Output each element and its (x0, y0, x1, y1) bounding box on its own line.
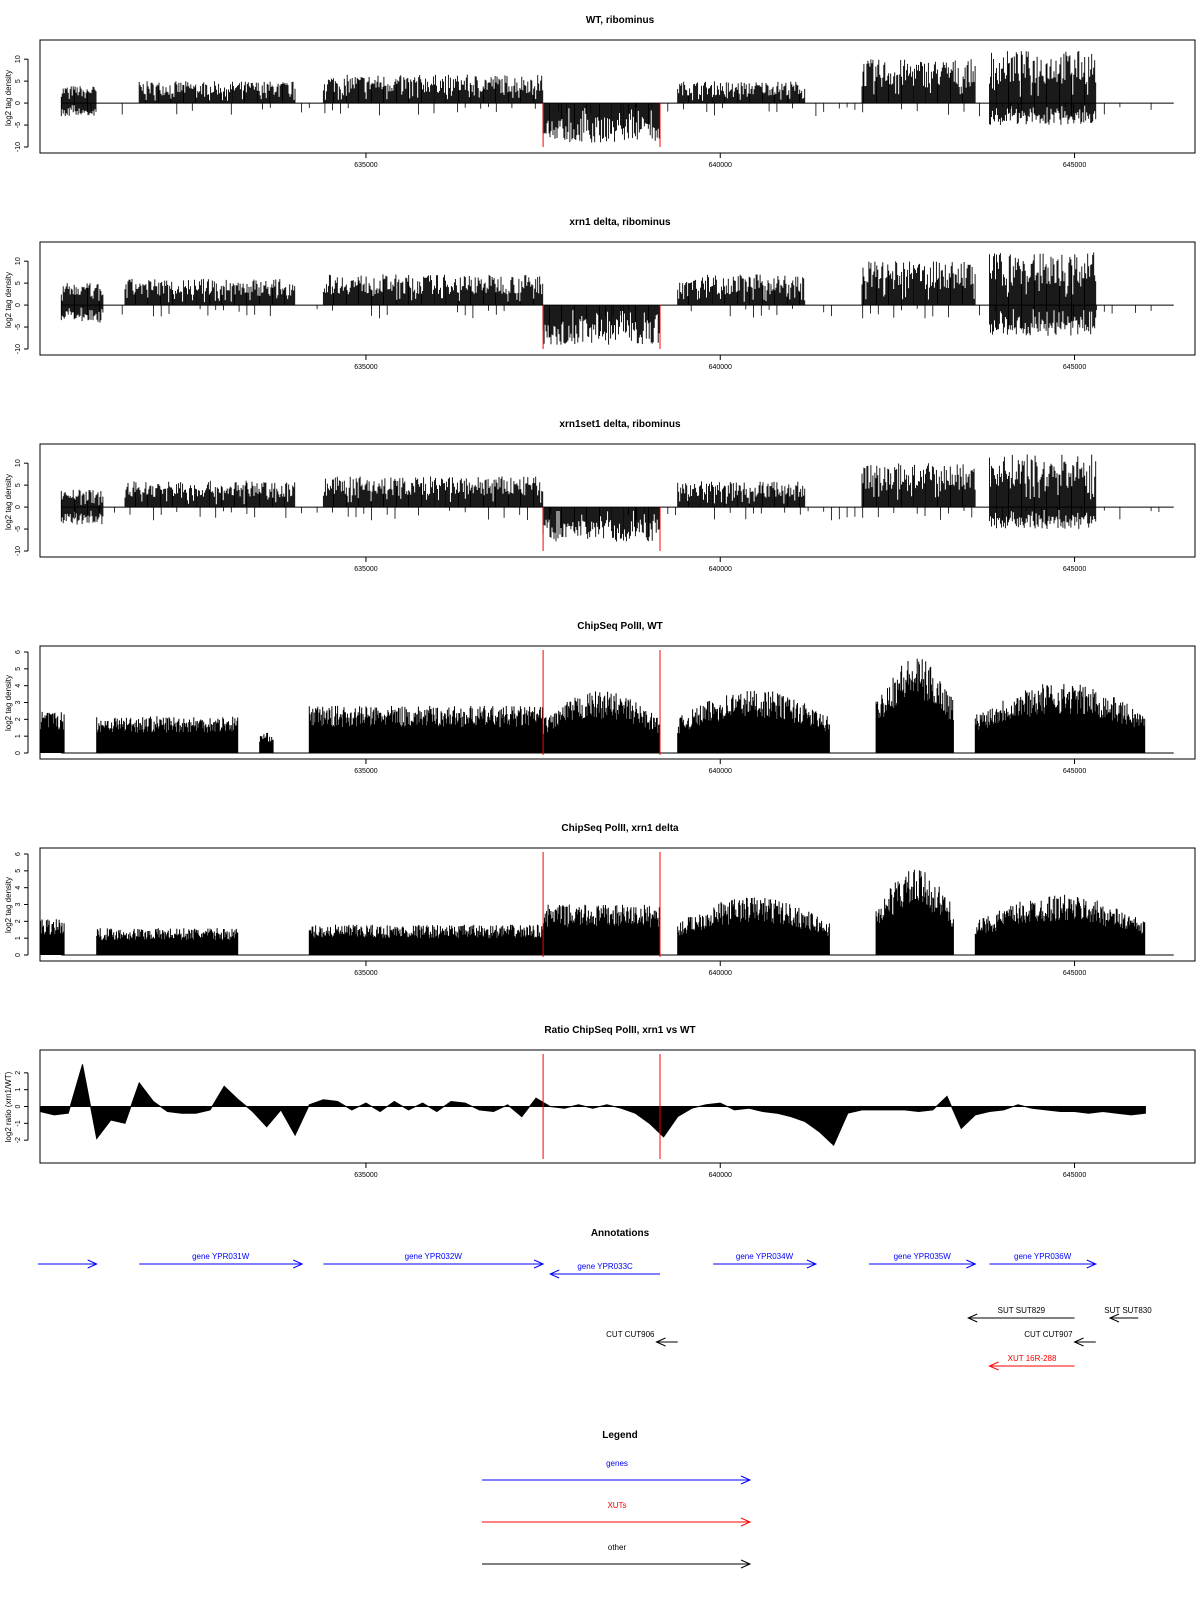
x-tick-label: 635000 (354, 566, 378, 573)
x-axis (354, 153, 1086, 169)
legend-title: Legend (602, 1430, 638, 1441)
minus-strand-signal (990, 507, 1096, 529)
feature-gene-ypr035w (869, 1252, 975, 1268)
feature-gene-ypr034w (713, 1252, 816, 1268)
polii-signal-region (309, 706, 542, 753)
feature-gene-ypr032w (323, 1252, 543, 1268)
y-tick-label: 10 (15, 257, 22, 266)
feature-cut-cut907 (1024, 1330, 1096, 1346)
track-panel-wt-ribominus (4, 15, 1195, 169)
y-axis-label: log2 ratio (xrn1/WT) (4, 1071, 13, 1143)
y-axis (15, 1071, 28, 1143)
track-panel-xrn1-ribominus (4, 217, 1195, 371)
track-panel-ratio (4, 1025, 1195, 1179)
polii-signal-region (876, 870, 953, 955)
x-tick-label: 640000 (708, 970, 732, 977)
feature-gene-ypr033c (550, 1262, 660, 1278)
polii-signal-region (543, 692, 659, 754)
x-axis (354, 557, 1086, 573)
y-tick-label: -5 (15, 121, 22, 129)
x-tick-label: 640000 (708, 1172, 732, 1179)
y-tick-label: -10 (15, 343, 22, 355)
polii-signal-region (260, 733, 273, 753)
minus-strand-signal (990, 305, 1096, 336)
y-axis-label: log2 tag density (4, 876, 13, 934)
plus-strand-signal (990, 51, 1096, 103)
x-tick-label: 640000 (708, 162, 732, 169)
plus-strand-signal (61, 283, 103, 305)
y-tick-label: 10 (15, 459, 22, 468)
ratio-area-fill (40, 1064, 1145, 1145)
y-tick-label: 5 (15, 79, 22, 84)
y-tick-label: 2 (15, 1070, 22, 1075)
track-panel-chipseq-wt (4, 621, 1195, 775)
feature-arrows (38, 1252, 1152, 1370)
panel-title: xrn1set1 delta, ribominus (559, 419, 681, 430)
y-tick-label: 0 (15, 1104, 22, 1109)
y-axis-label: log2 tag density (4, 473, 13, 531)
polii-signal-region (40, 712, 64, 753)
y-axis (15, 257, 28, 354)
y-tick-label: 2 (15, 717, 22, 722)
plus-strand-signal (125, 279, 295, 305)
plus-strand-signal (61, 490, 103, 507)
y-tick-label: 3 (15, 700, 22, 705)
minus-strand-signal (990, 103, 1096, 125)
y-tick-label: -10 (15, 141, 22, 153)
feature-label: XUT 16R-288 (1007, 1354, 1057, 1363)
x-axis (354, 961, 1086, 977)
x-tick-label: 635000 (354, 364, 378, 371)
y-tick-label: -5 (15, 525, 22, 533)
y-tick-label: 1 (15, 936, 22, 941)
x-tick-label: 640000 (708, 566, 732, 573)
y-tick-label: 10 (15, 55, 22, 64)
feature-label: gene YPR031W (192, 1252, 250, 1261)
feature-xut-16r-288 (990, 1354, 1075, 1370)
minus-strand-signal (61, 507, 103, 524)
signal-bars (61, 455, 1173, 542)
polii-signal-region (678, 898, 830, 956)
x-tick-label: 645000 (1062, 566, 1087, 573)
y-tick-label: 5 (15, 281, 22, 286)
plus-strand-signal (139, 81, 295, 103)
y-tick-label: 6 (15, 852, 22, 856)
x-axis (354, 355, 1086, 371)
track-panel-chipseq-xrn1 (4, 823, 1195, 977)
plus-strand-signal (862, 261, 975, 305)
panel-title: WT, ribominus (585, 15, 655, 26)
polii-signal-region (309, 925, 542, 955)
legend-items (482, 1459, 750, 1568)
y-tick-label: 0 (15, 751, 22, 755)
y-tick-label: 1 (15, 1087, 22, 1092)
y-tick-label: 5 (15, 666, 22, 671)
feature-label: gene YPR036W (1014, 1252, 1072, 1261)
x-tick-label: 635000 (354, 768, 378, 775)
plus-strand-signal (990, 253, 1096, 306)
plus-strand-signal (678, 81, 805, 103)
legend-label: other (607, 1543, 627, 1552)
x-tick-label: 645000 (1062, 768, 1087, 775)
polii-signal-region (678, 691, 830, 753)
x-tick-label: 635000 (354, 162, 378, 169)
plus-strand-signal (61, 86, 96, 103)
minus-strand-signal (61, 305, 103, 323)
y-tick-label: 5 (15, 868, 22, 873)
minus-strand-signal (543, 103, 659, 142)
plus-strand-signal (678, 274, 805, 305)
y-axis-label: log2 tag density (4, 69, 13, 127)
signal-bars (40, 659, 1174, 753)
y-tick-label: 6 (15, 650, 22, 654)
x-tick-label: 635000 (354, 1172, 378, 1179)
legend-label: genes (606, 1459, 628, 1468)
plus-strand-signal (323, 477, 542, 508)
track-panel-xrn1set1-ribominus (4, 419, 1195, 573)
polii-signal-region (97, 716, 238, 753)
legend-label: XUTs (607, 1501, 627, 1510)
y-tick-label: -1 (15, 1120, 22, 1127)
x-axis (354, 1163, 1086, 1179)
y-axis (15, 459, 28, 556)
y-tick-label: -5 (15, 323, 22, 331)
panel-title: ChipSeq PolII, WT (577, 621, 663, 632)
feature-unnamed-gene (38, 1260, 97, 1268)
y-axis-label: log2 tag density (4, 271, 13, 329)
y-tick-label: -10 (15, 545, 22, 557)
feature-label: gene YPR033C (577, 1262, 633, 1271)
y-tick-label: 4 (15, 885, 22, 890)
polii-signal-region (40, 919, 64, 955)
feature-gene-ypr031w (139, 1252, 302, 1268)
plus-strand-signal (678, 481, 805, 507)
y-tick-label: 2 (15, 919, 22, 924)
y-tick-label: -2 (15, 1137, 22, 1144)
x-tick-label: 640000 (708, 364, 732, 371)
minus-strand-signal (543, 305, 659, 345)
signal-bars (40, 870, 1174, 955)
polii-signal-region (876, 659, 953, 753)
y-tick-label: 5 (15, 483, 22, 488)
legend-item-genes (482, 1459, 750, 1484)
feature-label: gene YPR035W (893, 1252, 951, 1261)
plus-strand-signal (125, 481, 295, 507)
signal-bars (61, 253, 1173, 345)
feature-label: CUT CUT906 (606, 1330, 655, 1339)
polii-signal-region (97, 928, 238, 955)
polii-signal-region (975, 895, 1144, 955)
plus-strand-signal (862, 59, 975, 103)
y-tick-label: 3 (15, 902, 22, 907)
x-axis (354, 759, 1086, 775)
feature-sut-sut830 (1104, 1306, 1152, 1322)
plus-strand-signal (323, 75, 542, 104)
x-tick-label: 645000 (1062, 364, 1087, 371)
plus-strand-signal (862, 463, 975, 507)
feature-label: gene YPR034W (735, 1252, 794, 1261)
x-tick-label: 635000 (354, 970, 378, 977)
x-tick-label: 645000 (1062, 970, 1087, 977)
y-axis-label: log2 tag density (4, 674, 13, 732)
x-tick-label: 645000 (1062, 162, 1087, 169)
signal-bars (61, 51, 1173, 143)
polii-signal-region (543, 905, 659, 955)
y-axis (15, 55, 28, 152)
panel-title: Ratio ChipSeq PolII, xrn1 vs WT (544, 1025, 696, 1036)
ratio-area (40, 1064, 1145, 1145)
annotations-title: Annotations (590, 1228, 650, 1239)
legend-item-xuts (482, 1501, 750, 1526)
legend-item-other (482, 1543, 750, 1568)
x-tick-label: 640000 (708, 768, 732, 775)
plus-strand-signal (323, 274, 542, 305)
feature-label: SUT SUT830 (1104, 1306, 1152, 1315)
y-axis (15, 852, 28, 957)
annotations-panel (38, 1228, 1152, 1370)
polii-signal-region (975, 684, 1144, 753)
y-tick-label: 0 (15, 505, 22, 510)
x-tick-label: 645000 (1062, 1172, 1087, 1179)
y-tick-label: 0 (15, 101, 22, 106)
legend-panel (482, 1430, 750, 1568)
feature-label: CUT CUT907 (1024, 1330, 1073, 1339)
feature-sut-sut829 (968, 1306, 1074, 1322)
minus-strand-signal (543, 507, 659, 541)
y-tick-label: 1 (15, 734, 22, 739)
y-axis (15, 650, 28, 755)
feature-cut-cut906 (606, 1330, 678, 1346)
feature-gene-ypr036w (990, 1252, 1096, 1268)
y-tick-label: 0 (15, 303, 22, 308)
panel-title: ChipSeq PolII, xrn1 delta (561, 823, 679, 834)
feature-label: gene YPR032W (404, 1252, 462, 1261)
plus-strand-signal (990, 455, 1096, 508)
feature-label: SUT SUT829 (997, 1306, 1046, 1315)
panel-title: xrn1 delta, ribominus (569, 217, 671, 228)
y-tick-label: 4 (15, 683, 22, 688)
y-tick-label: 0 (15, 953, 22, 957)
